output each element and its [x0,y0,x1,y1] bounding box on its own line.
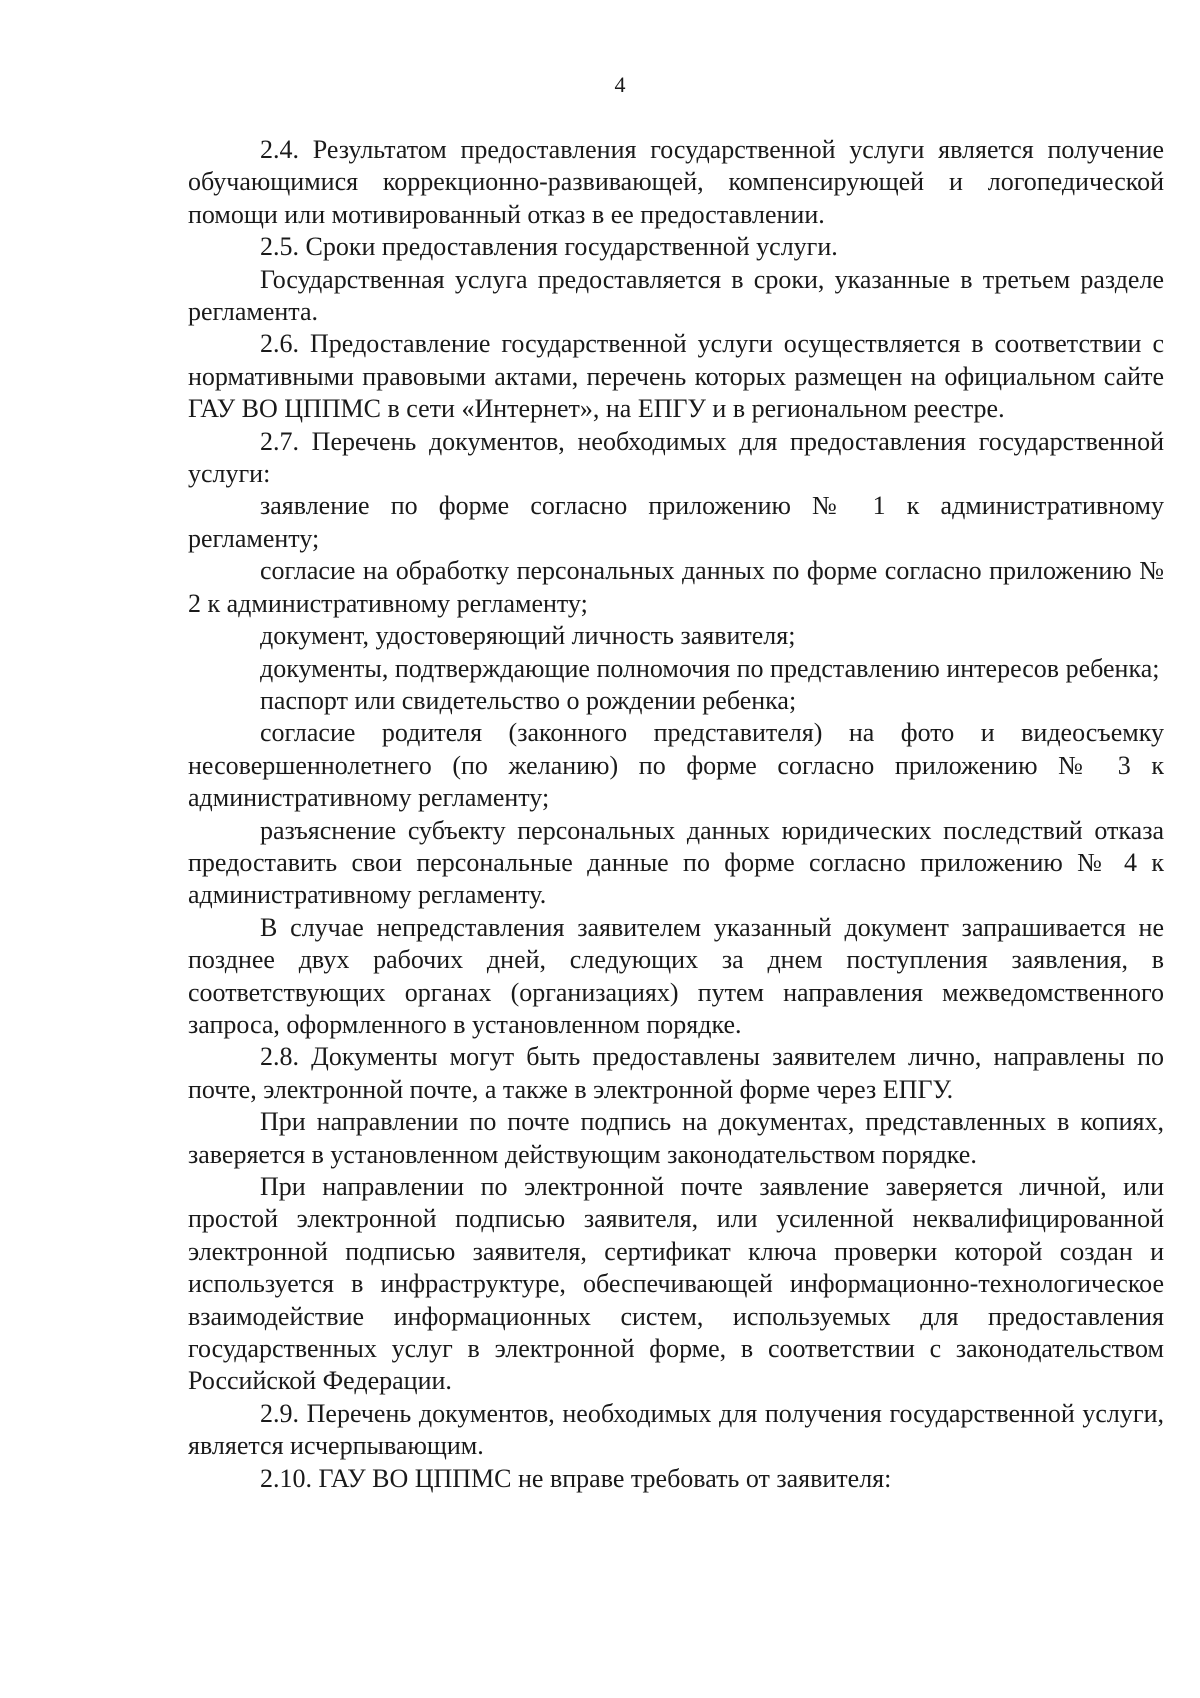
paragraph: В случае непредставления заявителем указанный документ запрашивается не позднее двух рабочих дней, следующих за днем поступления заявления, в соответствующих органах (организациях) путем направления межведомственного запроса, оформленного в установленном порядке. [188,912,1164,1039]
paragraph: 2.8. Документы могут быть предоставлены заявителем лично, направлены по почте, электронной почте, а также в электронной форме через ЕПГУ. [188,1042,1164,1104]
paragraph: 2.5. Сроки предоставления государственной услуги. [260,232,838,262]
paragraph: паспорт или свидетельство о рождении ребенка; [260,685,797,715]
document-body [188,134,1164,1495]
paragraph: 2.9. Перечень документов, необходимых для получения государственной услуги, является исчерпывающим. [188,1398,1164,1461]
paragraph: 2.6. Предоставление государственной услуги осуществляется в соответствии с нормативными правовыми актами, перечень которых размещен на официальном сайте ГАУ ВО ЦППМС в сети «Интернет», на ЕПГУ и в региональном реестре. [188,329,1164,424]
paragraph: При направлении по электронной почте заявление заверяется личной, или простой электронной подписью заявителя, или усиленной неквалифицированной электронной подписью заявителя, сертификат ключа проверки которой создан и используется в инфраструктуре, обеспечивающей информационно-технологическое взаимодействие информационных систем, используемых для предоставления государственных услуг в электронной форме, в соответствии с законодательством Российской Федерации. [188,1172,1164,1396]
page-number: 4 [614,72,626,97]
paragraph: согласие родителя (законного представителя) на фото и видеосъемку несовершеннолетнего (по желанию) по форме согласно приложению № 3 к административному регламенту; [188,718,1164,813]
paragraph: согласие на обработку персональных данных по форме согласно приложению № 2 к административному регламенту; [188,556,1164,618]
paragraph: заявление по форме согласно приложению № 1 к административному регламенту; [188,491,1164,553]
paragraph: Государственная услуга предоставляется в сроки, указанные в третьем разделе регламента. [188,264,1164,327]
paragraph: разъяснение субъекту персональных данных юридических последствий отказа предоставить свои персональные данные по форме согласно приложению № 4 к административному регламенту. [188,815,1164,910]
paragraph: документы, подтверждающие полномочия по представлению интересов ребенка; [260,653,1160,683]
paragraph: 2.4. Результатом предоставления государственной услуги является получение обучающимися коррекционно-развивающей, компенсирующей и логопедической помощи или мотивированный отказ в ее предоставлении. [188,135,1164,229]
paragraph: документ, удостоверяющий личность заявителя; [260,621,796,651]
paragraph: При направлении по почте подпись на документах, представленных в копиях, заверяется в установленном действующим законодательством порядке. [188,1107,1164,1169]
paragraph: 2.10. ГАУ ВО ЦППМС не вправе требовать от заявителя: [260,1463,892,1493]
paragraph: 2.7. Перечень документов, необходимых для предоставления государственной услуги: [188,426,1164,489]
